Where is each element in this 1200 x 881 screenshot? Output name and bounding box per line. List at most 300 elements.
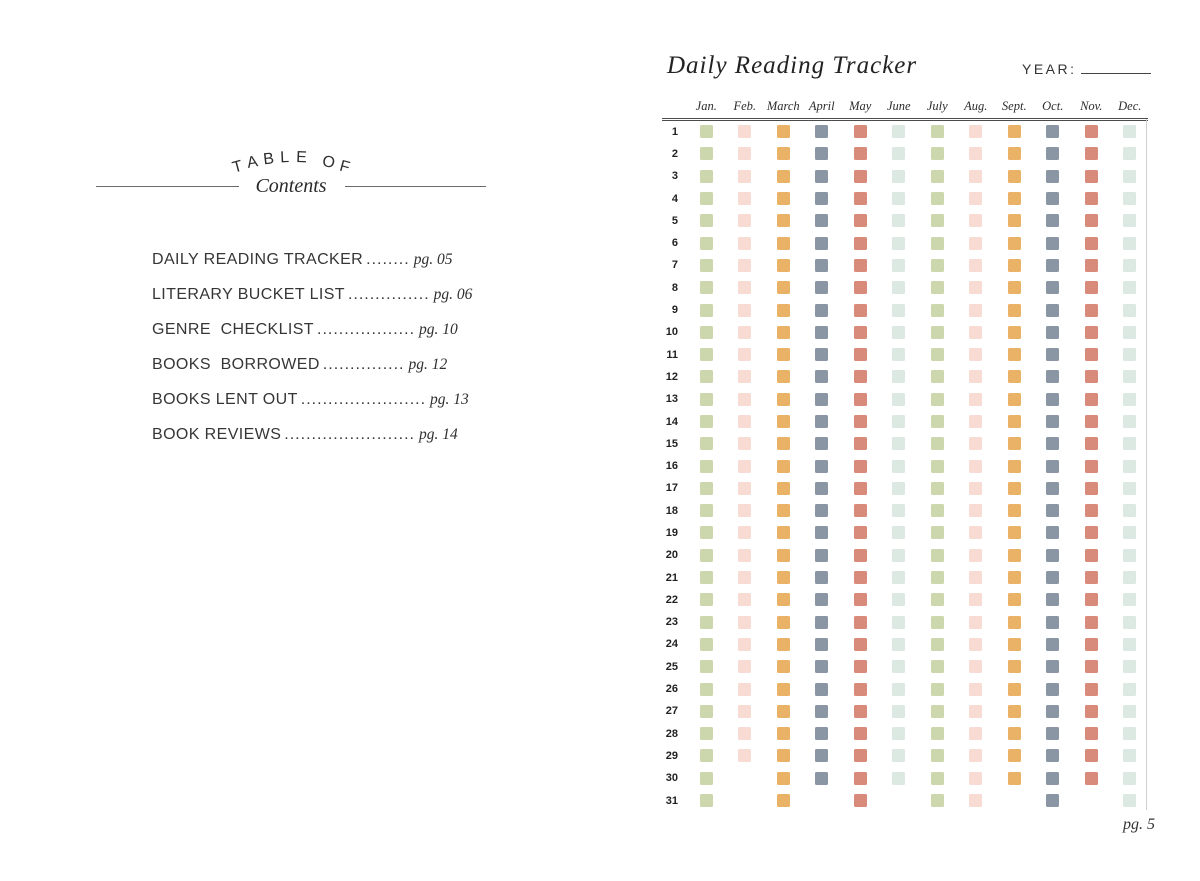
tracker-square[interactable]	[969, 616, 982, 629]
tracker-square[interactable]	[931, 437, 944, 450]
tracker-square[interactable]	[1008, 326, 1021, 339]
tracker-square[interactable]	[892, 170, 905, 183]
tracker-square[interactable]	[969, 393, 982, 406]
tracker-square[interactable]	[854, 147, 867, 160]
tracker-square[interactable]	[1123, 504, 1136, 517]
tracker-square[interactable]	[1008, 504, 1021, 517]
tracker-square[interactable]	[1008, 348, 1021, 361]
tracker-square[interactable]	[1046, 214, 1059, 227]
tracker-square[interactable]	[1123, 705, 1136, 718]
tracker-square[interactable]	[815, 526, 828, 539]
tracker-square[interactable]	[854, 705, 867, 718]
tracker-square[interactable]	[777, 437, 790, 450]
tracker-square[interactable]	[700, 616, 713, 629]
tracker-square[interactable]	[815, 482, 828, 495]
tracker-square[interactable]	[1085, 460, 1098, 473]
tracker-square[interactable]	[738, 326, 751, 339]
tracker-square[interactable]	[931, 638, 944, 651]
tracker-square[interactable]	[1008, 549, 1021, 562]
tracker-square[interactable]	[738, 214, 751, 227]
tracker-square[interactable]	[1046, 437, 1059, 450]
tracker-square[interactable]	[854, 638, 867, 651]
tracker-square[interactable]	[892, 326, 905, 339]
tracker-square[interactable]	[815, 170, 828, 183]
tracker-square[interactable]	[777, 348, 790, 361]
tracker-square[interactable]	[931, 370, 944, 383]
tracker-square[interactable]	[1085, 727, 1098, 740]
tracker-square[interactable]	[1123, 549, 1136, 562]
tracker-square[interactable]	[738, 259, 751, 272]
tracker-square[interactable]	[854, 571, 867, 584]
tracker-square[interactable]	[969, 482, 982, 495]
tracker-square[interactable]	[931, 549, 944, 562]
tracker-square[interactable]	[777, 526, 790, 539]
tracker-square[interactable]	[700, 727, 713, 740]
tracker-square[interactable]	[931, 705, 944, 718]
tracker-square[interactable]	[892, 237, 905, 250]
tracker-square[interactable]	[1085, 504, 1098, 517]
tracker-square[interactable]	[1085, 214, 1098, 227]
tracker-square[interactable]	[1008, 705, 1021, 718]
tracker-square[interactable]	[969, 593, 982, 606]
tracker-square[interactable]	[777, 460, 790, 473]
tracker-square[interactable]	[1085, 259, 1098, 272]
tracker-square[interactable]	[931, 281, 944, 294]
tracker-square[interactable]	[1085, 170, 1098, 183]
tracker-square[interactable]	[738, 192, 751, 205]
tracker-square[interactable]	[892, 638, 905, 651]
tracker-square[interactable]	[931, 192, 944, 205]
tracker-square[interactable]	[931, 794, 944, 807]
tracker-square[interactable]	[854, 593, 867, 606]
tracker-square[interactable]	[1046, 794, 1059, 807]
tracker-square[interactable]	[700, 593, 713, 606]
tracker-square[interactable]	[1008, 482, 1021, 495]
tracker-square[interactable]	[700, 304, 713, 317]
tracker-square[interactable]	[1085, 683, 1098, 696]
tracker-square[interactable]	[1008, 749, 1021, 762]
tracker-square[interactable]	[738, 237, 751, 250]
tracker-square[interactable]	[815, 348, 828, 361]
tracker-square[interactable]	[738, 304, 751, 317]
tracker-square[interactable]	[854, 237, 867, 250]
tracker-square[interactable]	[815, 393, 828, 406]
tracker-square[interactable]	[931, 460, 944, 473]
tracker-square[interactable]	[777, 192, 790, 205]
tracker-square[interactable]	[969, 125, 982, 138]
tracker-square[interactable]	[969, 772, 982, 785]
tracker-square[interactable]	[738, 147, 751, 160]
tracker-square[interactable]	[892, 593, 905, 606]
tracker-square[interactable]	[854, 281, 867, 294]
tracker-square[interactable]	[1085, 616, 1098, 629]
tracker-square[interactable]	[700, 794, 713, 807]
tracker-square[interactable]	[931, 616, 944, 629]
tracker-square[interactable]	[969, 237, 982, 250]
tracker-square[interactable]	[815, 705, 828, 718]
tracker-square[interactable]	[1046, 772, 1059, 785]
tracker-square[interactable]	[738, 549, 751, 562]
tracker-square[interactable]	[777, 772, 790, 785]
tracker-square[interactable]	[1046, 460, 1059, 473]
tracker-square[interactable]	[815, 749, 828, 762]
tracker-square[interactable]	[1046, 616, 1059, 629]
tracker-square[interactable]	[854, 549, 867, 562]
tracker-square[interactable]	[700, 683, 713, 696]
tracker-square[interactable]	[931, 125, 944, 138]
tracker-square[interactable]	[777, 415, 790, 428]
tracker-square[interactable]	[1085, 482, 1098, 495]
tracker-square[interactable]	[815, 125, 828, 138]
tracker-square[interactable]	[969, 370, 982, 383]
tracker-square[interactable]	[931, 749, 944, 762]
tracker-square[interactable]	[815, 772, 828, 785]
tracker-square[interactable]	[738, 348, 751, 361]
tracker-square[interactable]	[1123, 192, 1136, 205]
tracker-square[interactable]	[738, 370, 751, 383]
tracker-square[interactable]	[738, 482, 751, 495]
tracker-square[interactable]	[1046, 571, 1059, 584]
tracker-square[interactable]	[1123, 415, 1136, 428]
tracker-square[interactable]	[738, 415, 751, 428]
tracker-square[interactable]	[1008, 393, 1021, 406]
tracker-square[interactable]	[1046, 170, 1059, 183]
tracker-square[interactable]	[1123, 304, 1136, 317]
tracker-square[interactable]	[700, 660, 713, 673]
tracker-square[interactable]	[854, 794, 867, 807]
tracker-square[interactable]	[1085, 749, 1098, 762]
tracker-square[interactable]	[1085, 638, 1098, 651]
tracker-square[interactable]	[1008, 638, 1021, 651]
tracker-square[interactable]	[1123, 214, 1136, 227]
tracker-square[interactable]	[1008, 170, 1021, 183]
tracker-square[interactable]	[1123, 794, 1136, 807]
tracker-square[interactable]	[892, 415, 905, 428]
tracker-square[interactable]	[700, 437, 713, 450]
tracker-square[interactable]	[815, 460, 828, 473]
tracker-square[interactable]	[700, 370, 713, 383]
tracker-square[interactable]	[1123, 125, 1136, 138]
tracker-square[interactable]	[1123, 616, 1136, 629]
tracker-square[interactable]	[1046, 638, 1059, 651]
tracker-square[interactable]	[700, 460, 713, 473]
tracker-square[interactable]	[892, 683, 905, 696]
tracker-square[interactable]	[815, 727, 828, 740]
tracker-square[interactable]	[700, 393, 713, 406]
tracker-square[interactable]	[1123, 170, 1136, 183]
tracker-square[interactable]	[1008, 437, 1021, 450]
tracker-square[interactable]	[1046, 326, 1059, 339]
tracker-square[interactable]	[931, 304, 944, 317]
tracker-square[interactable]	[1085, 147, 1098, 160]
tracker-square[interactable]	[777, 504, 790, 517]
tracker-square[interactable]	[969, 749, 982, 762]
tracker-square[interactable]	[931, 504, 944, 517]
tracker-square[interactable]	[892, 616, 905, 629]
tracker-square[interactable]	[892, 549, 905, 562]
tracker-square[interactable]	[931, 772, 944, 785]
tracker-square[interactable]	[815, 660, 828, 673]
tracker-square[interactable]	[892, 214, 905, 227]
tracker-square[interactable]	[854, 326, 867, 339]
tracker-square[interactable]	[892, 749, 905, 762]
tracker-square[interactable]	[1008, 616, 1021, 629]
tracker-square[interactable]	[1046, 504, 1059, 517]
tracker-square[interactable]	[815, 147, 828, 160]
tracker-square[interactable]	[854, 348, 867, 361]
tracker-square[interactable]	[738, 593, 751, 606]
tracker-square[interactable]	[1123, 526, 1136, 539]
tracker-square[interactable]	[1008, 259, 1021, 272]
tracker-square[interactable]	[777, 683, 790, 696]
tracker-square[interactable]	[1085, 571, 1098, 584]
tracker-square[interactable]	[1008, 214, 1021, 227]
tracker-square[interactable]	[1046, 727, 1059, 740]
tracker-square[interactable]	[1085, 549, 1098, 562]
tracker-square[interactable]	[931, 683, 944, 696]
tracker-square[interactable]	[1008, 192, 1021, 205]
tracker-square[interactable]	[777, 326, 790, 339]
tracker-square[interactable]	[777, 393, 790, 406]
tracker-square[interactable]	[1008, 237, 1021, 250]
tracker-square[interactable]	[1123, 571, 1136, 584]
tracker-square[interactable]	[892, 304, 905, 317]
tracker-square[interactable]	[854, 214, 867, 227]
tracker-square[interactable]	[1046, 304, 1059, 317]
tracker-square[interactable]	[931, 393, 944, 406]
tracker-square[interactable]	[854, 616, 867, 629]
tracker-square[interactable]	[738, 437, 751, 450]
tracker-square[interactable]	[1008, 593, 1021, 606]
tracker-square[interactable]	[969, 526, 982, 539]
tracker-square[interactable]	[777, 237, 790, 250]
tracker-square[interactable]	[738, 504, 751, 517]
tracker-square[interactable]	[777, 705, 790, 718]
tracker-square[interactable]	[892, 437, 905, 450]
tracker-square[interactable]	[1123, 660, 1136, 673]
tracker-square[interactable]	[1085, 348, 1098, 361]
tracker-square[interactable]	[931, 237, 944, 250]
tracker-square[interactable]	[1008, 281, 1021, 294]
tracker-square[interactable]	[815, 437, 828, 450]
tracker-square[interactable]	[931, 214, 944, 227]
tracker-square[interactable]	[1123, 237, 1136, 250]
tracker-square[interactable]	[1123, 348, 1136, 361]
tracker-square[interactable]	[931, 147, 944, 160]
tracker-square[interactable]	[1008, 660, 1021, 673]
tracker-square[interactable]	[892, 727, 905, 740]
tracker-square[interactable]	[738, 125, 751, 138]
tracker-square[interactable]	[1046, 393, 1059, 406]
tracker-square[interactable]	[777, 571, 790, 584]
tracker-square[interactable]	[931, 571, 944, 584]
tracker-square[interactable]	[1008, 147, 1021, 160]
tracker-square[interactable]	[777, 304, 790, 317]
tracker-square[interactable]	[1123, 638, 1136, 651]
tracker-square[interactable]	[854, 683, 867, 696]
tracker-square[interactable]	[1008, 460, 1021, 473]
tracker-square[interactable]	[1046, 705, 1059, 718]
tracker-square[interactable]	[815, 571, 828, 584]
tracker-square[interactable]	[777, 125, 790, 138]
tracker-square[interactable]	[1123, 683, 1136, 696]
tracker-square[interactable]	[1085, 304, 1098, 317]
tracker-square[interactable]	[969, 683, 982, 696]
tracker-square[interactable]	[854, 192, 867, 205]
tracker-square[interactable]	[700, 526, 713, 539]
tracker-square[interactable]	[738, 638, 751, 651]
tracker-square[interactable]	[1046, 237, 1059, 250]
tracker-square[interactable]	[1123, 281, 1136, 294]
tracker-square[interactable]	[777, 549, 790, 562]
tracker-square[interactable]	[1123, 593, 1136, 606]
tracker-square[interactable]	[969, 460, 982, 473]
tracker-square[interactable]	[931, 526, 944, 539]
tracker-square[interactable]	[969, 259, 982, 272]
tracker-square[interactable]	[1085, 593, 1098, 606]
tracker-square[interactable]	[854, 504, 867, 517]
tracker-square[interactable]	[700, 259, 713, 272]
tracker-square[interactable]	[777, 147, 790, 160]
tracker-square[interactable]	[738, 727, 751, 740]
tracker-square[interactable]	[815, 192, 828, 205]
tracker-square[interactable]	[892, 504, 905, 517]
tracker-square[interactable]	[815, 259, 828, 272]
tracker-square[interactable]	[1085, 370, 1098, 383]
tracker-square[interactable]	[1123, 147, 1136, 160]
tracker-square[interactable]	[1085, 326, 1098, 339]
tracker-square[interactable]	[969, 794, 982, 807]
year-blank-input[interactable]	[1081, 60, 1151, 74]
tracker-square[interactable]	[969, 170, 982, 183]
tracker-square[interactable]	[1008, 370, 1021, 383]
tracker-square[interactable]	[1008, 415, 1021, 428]
tracker-square[interactable]	[1046, 348, 1059, 361]
tracker-square[interactable]	[700, 415, 713, 428]
tracker-square[interactable]	[854, 259, 867, 272]
tracker-square[interactable]	[931, 593, 944, 606]
tracker-square[interactable]	[931, 660, 944, 673]
tracker-square[interactable]	[1123, 772, 1136, 785]
tracker-square[interactable]	[777, 281, 790, 294]
tracker-square[interactable]	[777, 259, 790, 272]
tracker-square[interactable]	[1046, 660, 1059, 673]
tracker-square[interactable]	[1008, 683, 1021, 696]
tracker-square[interactable]	[815, 616, 828, 629]
tracker-square[interactable]	[700, 482, 713, 495]
tracker-square[interactable]	[815, 214, 828, 227]
tracker-square[interactable]	[969, 415, 982, 428]
tracker-square[interactable]	[892, 482, 905, 495]
tracker-square[interactable]	[1085, 705, 1098, 718]
tracker-square[interactable]	[777, 638, 790, 651]
tracker-square[interactable]	[815, 304, 828, 317]
tracker-square[interactable]	[777, 727, 790, 740]
tracker-square[interactable]	[854, 304, 867, 317]
tracker-square[interactable]	[892, 147, 905, 160]
tracker-square[interactable]	[700, 192, 713, 205]
tracker-square[interactable]	[1085, 526, 1098, 539]
tracker-square[interactable]	[969, 660, 982, 673]
tracker-square[interactable]	[1123, 259, 1136, 272]
tracker-square[interactable]	[892, 125, 905, 138]
tracker-square[interactable]	[1123, 460, 1136, 473]
tracker-square[interactable]	[738, 571, 751, 584]
tracker-square[interactable]	[700, 125, 713, 138]
tracker-square[interactable]	[1008, 772, 1021, 785]
tracker-square[interactable]	[700, 326, 713, 339]
tracker-square[interactable]	[1123, 437, 1136, 450]
tracker-square[interactable]	[815, 326, 828, 339]
tracker-square[interactable]	[1123, 749, 1136, 762]
tracker-square[interactable]	[931, 170, 944, 183]
tracker-square[interactable]	[815, 415, 828, 428]
tracker-square[interactable]	[892, 526, 905, 539]
tracker-square[interactable]	[1046, 415, 1059, 428]
tracker-square[interactable]	[854, 393, 867, 406]
tracker-square[interactable]	[777, 749, 790, 762]
tracker-square[interactable]	[700, 237, 713, 250]
tracker-square[interactable]	[700, 638, 713, 651]
tracker-square[interactable]	[1123, 393, 1136, 406]
tracker-square[interactable]	[854, 437, 867, 450]
tracker-square[interactable]	[969, 326, 982, 339]
tracker-square[interactable]	[892, 370, 905, 383]
tracker-square[interactable]	[1008, 727, 1021, 740]
tracker-square[interactable]	[738, 660, 751, 673]
tracker-square[interactable]	[1085, 437, 1098, 450]
tracker-square[interactable]	[815, 683, 828, 696]
tracker-square[interactable]	[815, 504, 828, 517]
tracker-square[interactable]	[738, 281, 751, 294]
tracker-square[interactable]	[854, 772, 867, 785]
tracker-square[interactable]	[931, 348, 944, 361]
tracker-square[interactable]	[931, 482, 944, 495]
tracker-square[interactable]	[1085, 281, 1098, 294]
tracker-square[interactable]	[1085, 125, 1098, 138]
tracker-square[interactable]	[969, 348, 982, 361]
tracker-square[interactable]	[1046, 749, 1059, 762]
tracker-square[interactable]	[854, 727, 867, 740]
tracker-square[interactable]	[969, 571, 982, 584]
tracker-square[interactable]	[700, 281, 713, 294]
tracker-square[interactable]	[1046, 526, 1059, 539]
tracker-square[interactable]	[969, 281, 982, 294]
tracker-square[interactable]	[777, 370, 790, 383]
tracker-square[interactable]	[815, 638, 828, 651]
tracker-square[interactable]	[815, 281, 828, 294]
tracker-square[interactable]	[892, 705, 905, 718]
tracker-square[interactable]	[700, 749, 713, 762]
tracker-square[interactable]	[969, 727, 982, 740]
tracker-square[interactable]	[700, 147, 713, 160]
tracker-square[interactable]	[1046, 482, 1059, 495]
tracker-square[interactable]	[892, 281, 905, 294]
tracker-square[interactable]	[1123, 727, 1136, 740]
tracker-square[interactable]	[815, 593, 828, 606]
tracker-square[interactable]	[854, 170, 867, 183]
tracker-square[interactable]	[1046, 147, 1059, 160]
tracker-square[interactable]	[1123, 370, 1136, 383]
tracker-square[interactable]	[1046, 281, 1059, 294]
tracker-square[interactable]	[854, 482, 867, 495]
tracker-square[interactable]	[1085, 415, 1098, 428]
tracker-square[interactable]	[700, 549, 713, 562]
tracker-square[interactable]	[969, 437, 982, 450]
tracker-square[interactable]	[892, 571, 905, 584]
tracker-square[interactable]	[969, 214, 982, 227]
tracker-square[interactable]	[777, 214, 790, 227]
